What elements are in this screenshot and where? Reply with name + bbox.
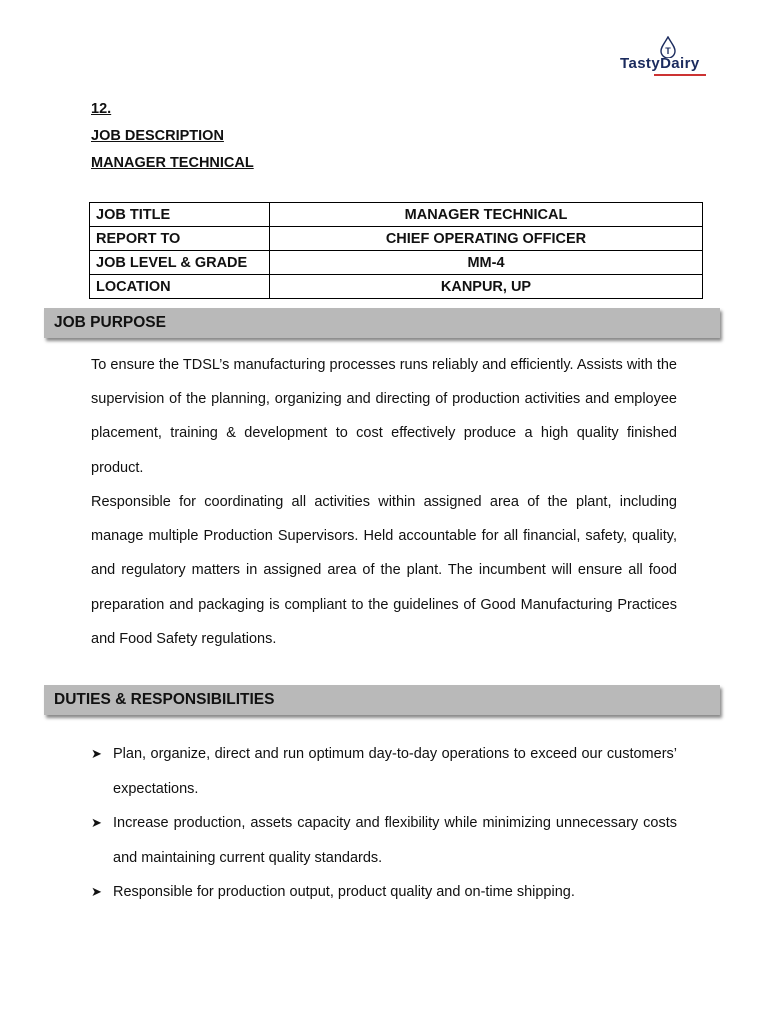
job-purpose-title: JOB PURPOSE [54, 314, 166, 331]
table-row [90, 251, 703, 275]
table-row [90, 275, 703, 299]
job-purpose-paragraph-2: Responsible for coordinating all activities within assigned area of the plant, including manage multiple Production Supervisors. Held accountable for all financial, safety, quality, and regulatory matters in assigned area of the plant. The incumbent will ensure all food preparation and packaging is compliant to the guidelines of Good Manufacturing Practices and Food Safety regulations. [91, 494, 677, 647]
logo-underline [654, 74, 706, 76]
row-key: JOB TITLE [90, 203, 270, 227]
arrow-bullet-icon: ➤ [91, 884, 102, 899]
svg-text:T: T [665, 46, 671, 56]
job-info-table [89, 202, 703, 299]
row-value: MANAGER TECHNICAL [270, 203, 703, 227]
list-item-text: Increase production, assets capacity and flexibility while minimizing unnecessary costs and maintaining current quality standards. [113, 815, 677, 866]
list-item-text: Plan, organize, direct and run optimum day-to-day operations to exceed our customers’ expectations. [113, 746, 677, 797]
row-value: KANPUR, UP [270, 275, 703, 299]
row-value: CHIEF OPERATING OFFICER [270, 227, 703, 251]
duties-header [44, 685, 720, 715]
document-heading [91, 100, 254, 181]
table-row [90, 227, 703, 251]
job-purpose-header [44, 308, 720, 338]
row-key: LOCATION [90, 275, 270, 299]
table-row [90, 203, 703, 227]
arrow-bullet-icon: ➤ [91, 746, 102, 761]
document-type: JOB DESCRIPTION [91, 128, 224, 144]
company-logo [620, 36, 720, 86]
row-key: REPORT TO [90, 227, 270, 251]
section-number: 12. [91, 101, 112, 117]
row-key: JOB LEVEL & GRADE [90, 251, 270, 275]
row-value: MM-4 [270, 251, 703, 275]
logo-text: TastyDairy [620, 55, 700, 72]
list-item [91, 875, 677, 910]
role-title: MANAGER TECHNICAL [91, 155, 254, 171]
job-purpose-paragraph-1: To ensure the TDSL’s manufacturing processes runs reliably and efficiently. Assists with the supervision of the planning, organizing and directing of production activities and employee placement, training & development to cost effectively produce a high quality finished product. [91, 357, 677, 476]
duties-title: DUTIES & RESPONSIBILITIES [54, 691, 275, 708]
list-item [91, 737, 677, 806]
list-item-text: Responsible for production output, product quality and on-time shipping. [113, 884, 575, 900]
list-item [91, 806, 677, 875]
duties-list [91, 737, 677, 910]
arrow-bullet-icon: ➤ [91, 815, 102, 830]
